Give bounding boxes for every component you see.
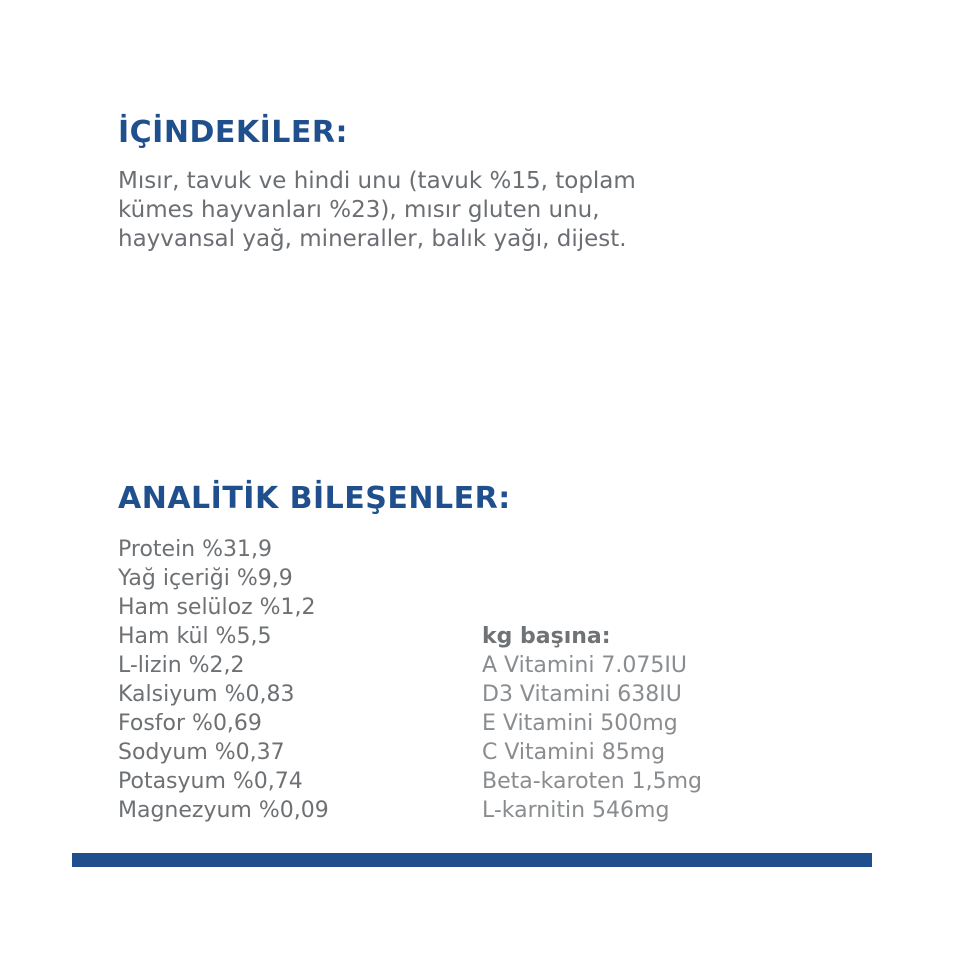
analytic-item-magnesium: Magnezyum %0,09 — [118, 798, 329, 823]
analytic-item-protein: Protein %31,9 — [118, 537, 272, 562]
per-kg-title: kg başına: — [482, 624, 611, 649]
ingredients-text — [118, 167, 798, 254]
analytic-item-potassium: Potasyum %0,74 — [118, 769, 303, 794]
analytic-item-lysine: L-lizin %2,2 — [118, 653, 245, 678]
per-kg-item-l-carnitine: L-karnitin 546mg — [482, 798, 670, 823]
analytic-item-sodium: Sodyum %0,37 — [118, 740, 285, 765]
analytic-item-phosphorus: Fosfor %0,69 — [118, 711, 262, 736]
analytic-list — [118, 535, 329, 825]
ingredients-heading: İÇİNDEKİLER: — [118, 115, 348, 150]
analytic-item-crude-fibre: Ham selüloz %1,2 — [118, 595, 316, 620]
per-kg-item-vitamin-d3: D3 Vitamini 638IU — [482, 682, 682, 707]
analytic-item-calcium: Kalsiyum %0,83 — [118, 682, 295, 707]
analytic-item-crude-ash: Ham kül %5,5 — [118, 624, 272, 649]
ingredients-line: hayvansal yağ, mineraller, balık yağı, dijest. — [118, 226, 627, 252]
ingredients-line: Mısır, tavuk ve hindi unu (tavuk %15, toplam — [118, 168, 636, 194]
per-kg-item-vitamin-c: C Vitamini 85mg — [482, 740, 666, 765]
ingredients-line: kümes hayvanları %23), mısır gluten unu, — [118, 197, 600, 223]
bottom-divider-bar — [72, 853, 872, 867]
per-kg-item-beta-carotene: Beta-karoten 1,5mg — [482, 769, 703, 794]
analytic-item-fat: Yağ içeriği %9,9 — [118, 566, 293, 591]
per-kg-item-vitamin-a: A Vitamini 7.075IU — [482, 653, 687, 678]
per-kg-list — [482, 622, 702, 825]
per-kg-item-vitamin-e: E Vitamini 500mg — [482, 711, 678, 736]
analytic-heading: ANALİTİK BİLEŞENLER: — [118, 481, 511, 516]
